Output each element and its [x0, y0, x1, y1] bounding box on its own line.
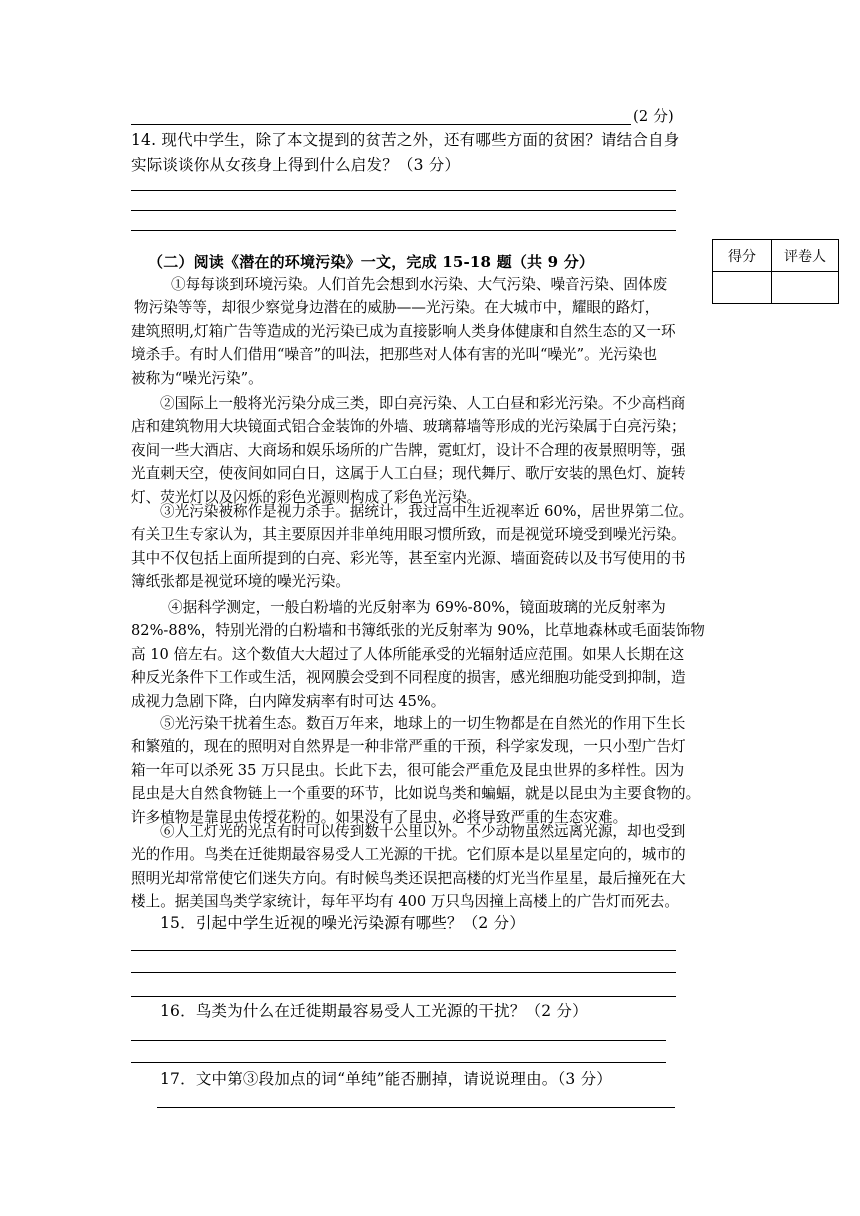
question-14-line2: 实际谈谈你从女孩身上得到什么启发？（3 分） — [131, 156, 461, 174]
paragraph-line: ④据科学测定，一般白粉墙的光反射率为 69%-80%，镜面玻璃的光反射率为 — [168, 599, 666, 616]
grader-header: 评卷人 — [772, 240, 839, 272]
paragraph-line: 昆虫是大自然食物链上一个重要的环节，比如说鸟类和蝙蝠，就是以昆虫为主要食物的。 — [131, 785, 701, 803]
paragraph-line: 建筑照明,灯箱广告等造成的光污染已成为直接影响人类身体健康和自然生态的又一环 — [131, 322, 676, 340]
answer-line — [157, 1107, 675, 1108]
paragraph-line: 照明光却常常使它们迷失方向。有时候鸟类还误把高楼的灯光当作星星，最后撞死在大 — [131, 869, 686, 887]
paragraph-line: ②国际上一般将光污染分成三类，即白亮污染、人工白昼和彩光污染。不少高档商 — [160, 395, 686, 412]
paragraph-line: 箱一年可以杀死 35 万只昆虫。长此下去，很可能会严重危及昆虫世界的多样性。因为 — [131, 761, 685, 779]
paragraph-line: 和繁殖的，现在的照明对自然界是一种非常严重的干预，科学家发现，一只小型广告灯 — [131, 738, 686, 756]
answer-line — [131, 1040, 666, 1041]
paragraph-line: ⑤光污染干扰着生态。数百万年来，地球上的一切生物都是在自然光的作用下生长 — [160, 715, 686, 732]
answer-line — [131, 950, 676, 951]
question-15: 15．引起中学生近视的噪光污染源有哪些？（2 分） — [160, 914, 526, 932]
paragraph-line: 被称为“噪光污染”。 — [131, 369, 263, 387]
paragraph-line: 物污染等等，却很少察觉身边潜在的威胁——光污染。在大城市中，耀眼的路灯， — [134, 299, 660, 317]
question-14-line1: 14. 现代中学生，除了本文提到的贫苦之外，还有哪些方面的贫困？请结合自身 — [131, 131, 680, 149]
paragraph-line: 簿纸张都是视觉环境的噪光污染。 — [131, 573, 350, 591]
section-title: （二）阅读《潜在的环境污染》一文，完成 15-18 题（共 9 分） — [148, 253, 595, 271]
score-header: 得分 — [713, 240, 772, 272]
paragraph-6 — [131, 820, 727, 914]
paragraph-line: 有关卫生专家认为，其主要原因并非单纯用眼习惯所致，而是视觉环境受到噪光污染。 — [131, 526, 686, 544]
score-table — [712, 239, 839, 304]
answer-line — [131, 124, 631, 125]
paragraph-5 — [131, 712, 727, 829]
paragraph-line: ①每每谈到环境污染。人们首先会想到水污染、大气污染、噪音污染、固体废 — [171, 276, 668, 293]
paragraph-line: 光直刺天空，使夜间如同白日，这属于人工白昼；现代舞厅、歌厅安装的黑色灯、旋转 — [131, 465, 686, 483]
paragraph-2 — [131, 392, 727, 509]
paragraph-4 — [131, 596, 727, 713]
paragraph-line: 许多植物是靠昆虫传授花粉的。如果没有了昆虫，必将导致严重的生态灾难。 — [131, 808, 628, 826]
answer-line — [131, 996, 676, 997]
answer-line — [131, 972, 676, 973]
paragraph-line: 光的作用。鸟类在迁徙期最容易受人工光源的干扰。它们原本是以星星定向的，城市的 — [131, 846, 686, 864]
paragraph-line: 成视力急剧下降，白内障发病率有时可达 45%。 — [131, 692, 446, 710]
answer-line — [131, 210, 676, 211]
paragraph-line: 境杀手。有时人们借用“噪音”的叫法，把那些对人体有害的光叫“噪光”。光污染也 — [131, 346, 658, 364]
paragraph-line: 其中不仅包括上面所提到的白亮、彩光等，甚至室内光源、墙面瓷砖以及书写使用的书 — [131, 549, 686, 567]
question-17: 17．文中第③段加点的词“单纯”能否删掉，请说说理由。（3 分） — [160, 1070, 613, 1088]
paragraph-line: 高 10 倍左右。这个数值大大超过了人体所能承受的光辐射适应范围。如果人长期在这 — [131, 645, 685, 663]
paragraph-3 — [131, 500, 727, 594]
paragraph-line: 82%-88%，特别光滑的白粉墙和书簿纸张的光反射率为 90%，比草地森林或毛面装饰物 — [131, 622, 705, 640]
paragraph-line: 灯、荧光灯以及闪烁的彩色光源则构成了彩色光污染。 — [131, 488, 482, 506]
paragraph-line: 楼上。据美国鸟类学家统计，每年平均有 400 万只鸟因撞上高楼上的广告灯而死去。 — [131, 893, 679, 911]
answer-line — [131, 1062, 666, 1063]
paragraph-1 — [131, 273, 727, 390]
paragraph-line: 店和建筑物用大块镜面式铝合金装饰的外墙、玻璃幕墙等形成的光污染属于白亮污染； — [131, 418, 686, 436]
paragraph-line: 夜间一些大酒店、大商场和娱乐场所的广告牌，霓虹灯，设计不合理的夜景照明等，强 — [131, 441, 686, 459]
question-16: 16．鸟类为什么在迁徙期最容易受人工光源的干扰？（2 分） — [160, 1002, 588, 1020]
score-label: (2 分) — [633, 108, 674, 125]
paragraph-line: ③光污染被称作是视力杀手。据统计，我过高中生近视率近 60%，居世界第二位。 — [160, 503, 694, 520]
paragraph-line: 种反光条件下工作或生活，视网膜会受到不同程度的损害，感光细胞功能受到抑制，造 — [131, 669, 686, 687]
answer-line — [131, 230, 676, 231]
grader-cell — [772, 272, 839, 304]
answer-line — [131, 190, 676, 191]
paragraph-line: ⑥人工灯光的光点有时可以传到数十公里以外。不少动物虽然远离光源，却也受到 — [160, 823, 686, 840]
